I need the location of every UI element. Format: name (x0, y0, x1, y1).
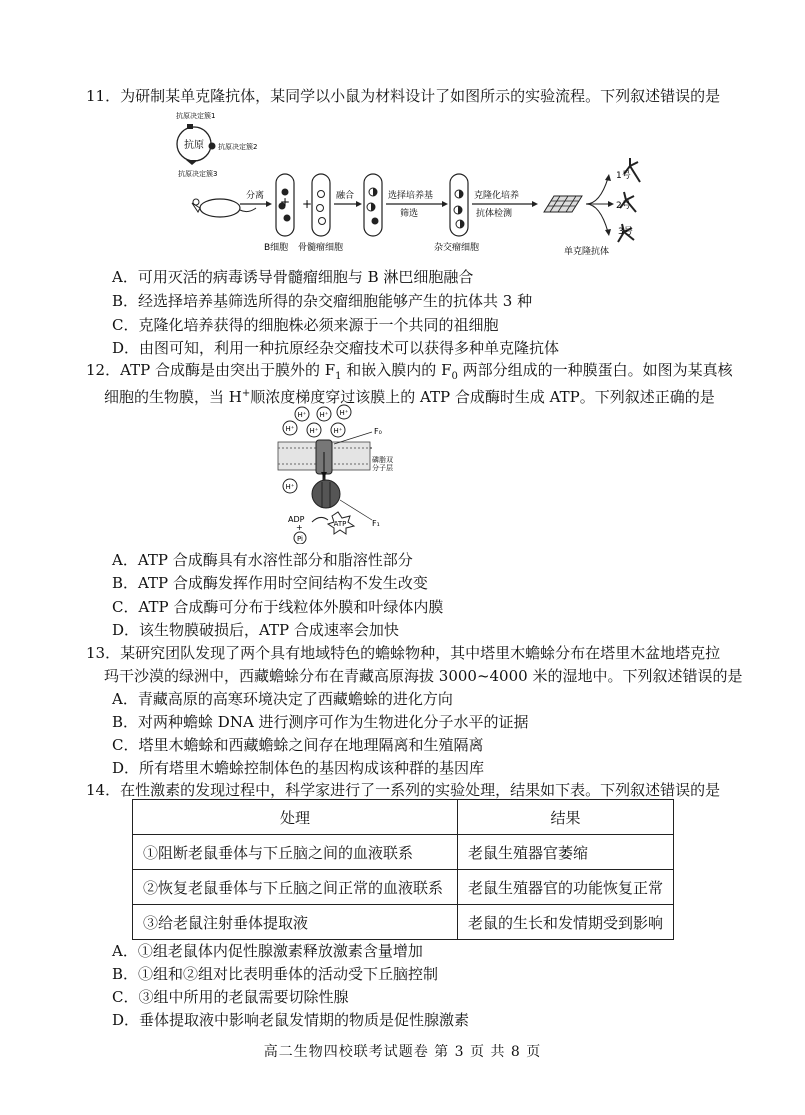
q13-stem-line1: 13．某研究团队发现了两个具有地域特色的蟾蜍物种，其中塔里木蟾蜍分布在塔里木盆地塔克拉 (86, 644, 721, 662)
no3-label: 3号 (618, 227, 633, 237)
atp-synthase-figure (268, 404, 418, 544)
step-clone-label: 克隆化培养 (474, 191, 520, 201)
q12-option-d: D．该生物膜破损后，ATP 合成速率会加快 (112, 621, 399, 639)
q12-stem-line1: 12．ATP 合成酶是由突出于膜外的 $F_1$ 和嵌入膜内的 $F_0$ 两部分组成的一种膜蛋白。如图为某真核 (86, 361, 733, 382)
q12-stem-line2: 细胞的生物膜，当 H+顺浓度梯度穿过该膜上的 ATP 合成酶时生成 ATP。下列叙述正确的是 (104, 388, 715, 406)
step-fuse-label: 融合 (336, 191, 355, 201)
svg-text:H⁺: H⁺ (285, 425, 295, 433)
svg-text:+: + (302, 197, 313, 211)
table-cell: ②恢复老鼠垂体与下丘脑之间正常的血液联系 (133, 870, 458, 905)
q14-stem: 14．在性激素的发现过程中，科学家进行了一系列的实验处理，结果如下表。下列叙述错误的是 (86, 781, 721, 799)
page-footer: 高二生物四校联考试题卷 第 3 页 共 8 页 (263, 1044, 542, 1060)
svg-text:+: + (296, 523, 303, 532)
step-detect-label: 抗体检测 (476, 209, 513, 219)
q13-option-b: B．对两种蟾蜍 DNA 进行测序可作为生物进化分子水平的证据 (112, 713, 529, 731)
table-row (133, 905, 674, 940)
table-cell: 老鼠生殖器官的功能恢复正常 (457, 870, 673, 905)
table-header-cell: 结果 (457, 800, 673, 835)
q13-option-c: C．塔里木蟾蜍和西藏蟾蜍之间存在地理隔离和生殖隔离 (112, 736, 484, 754)
q14-option-a: A．①组老鼠体内促性腺激素释放激素含量增加 (112, 942, 423, 960)
determinant-2-label: 抗原决定簇2 (218, 143, 258, 151)
step-screen-label: 筛选 (400, 209, 419, 219)
svg-text:+: + (279, 195, 291, 209)
table-row (133, 835, 674, 870)
svg-text:H⁺: H⁺ (297, 411, 307, 419)
svg-text:Pi: Pi (296, 535, 304, 543)
q11-stem: 11．为研制某单克隆抗体，某同学以小鼠为材料设计了如图所示的实验流程。下列叙述错误的是 (86, 87, 721, 105)
q12-option-c: C．ATP 合成酶可分布于线粒体外膜和叶绿体内膜 (112, 598, 444, 616)
svg-text:H⁺: H⁺ (309, 427, 319, 435)
culture-plate-icon (544, 196, 582, 212)
q11-option-b: B．经选择培养基筛选所得的杂交瘤细胞能够产生的抗体共 3 种 (112, 292, 533, 310)
q11-option-d: D．由图可知，利用一种抗原经杂交瘤技术可以获得多种单克隆抗体 (112, 339, 560, 357)
svg-text:ATP: ATP (333, 520, 347, 528)
svg-text:H⁺: H⁺ (319, 411, 329, 419)
determinant-3-label: 抗原决定簇3 (178, 170, 218, 178)
q13-option-a: A．青藏高原的高寒环境决定了西藏蟾蜍的进化方向 (112, 690, 453, 708)
svg-text:分子层: 分子层 (372, 464, 393, 472)
b-cell-label: B细胞 (264, 243, 289, 253)
mab-label: 单克隆抗体 (564, 247, 610, 257)
q12-option-b: B．ATP 合成酶发挥作用时空间结构不发生改变 (112, 574, 428, 592)
q12-option-a: A．ATP 合成酶具有水溶性部分和脂溶性部分 (112, 551, 413, 569)
q14-option-b: B．①组和②组对比表明垂体的活动受下丘脑控制 (112, 965, 439, 983)
determinant-1-label: 抗原决定簇1 (176, 112, 216, 120)
mouse-icon (192, 199, 256, 217)
svg-text:F₀: F₀ (374, 427, 382, 436)
svg-text:H⁺: H⁺ (339, 409, 349, 417)
svg-text:ADP: ADP (288, 515, 305, 524)
table-cell: ①阻断老鼠垂体与下丘脑之间的血液联系 (133, 835, 458, 870)
svg-text:H⁺: H⁺ (285, 483, 295, 491)
no1-label: 1号 (616, 171, 631, 181)
table-cell: 老鼠生殖器官萎缩 (457, 835, 673, 870)
svg-text:磷脂双: 磷脂双 (372, 456, 393, 464)
myeloma-label: 骨髓瘤细胞 (298, 243, 344, 253)
q11-option-c: C．克隆化培养获得的细胞株必须来源于一个共同的祖细胞 (112, 316, 499, 334)
table-header-cell: 处理 (133, 800, 458, 835)
step-select-label: 选择培养基 (388, 191, 434, 201)
antigen-label: 抗原 (184, 140, 204, 151)
q13-stem-line2: 玛干沙漠的绿洲中，西藏蟾蜍分布在青藏高原海拔 3000~4000 米的湿地中。下列叙述错误的是 (104, 667, 743, 685)
table-cell: 老鼠的生长和发情期受到影响 (457, 905, 673, 940)
q13-option-d: D．所有塔里木蟾蜍控制体色的基因构成该种群的基因库 (112, 759, 485, 777)
table-cell: ③给老鼠注射垂体提取液 (133, 905, 458, 940)
q14-table (132, 799, 674, 940)
step-separate-label: 分离 (246, 191, 265, 201)
hybridoma-label: 杂交瘤细胞 (434, 243, 480, 253)
q11-option-a: A．可用灭活的病毒诱导骨髓瘤细胞与 B 淋巴细胞融合 (112, 268, 474, 286)
table-row (133, 870, 674, 905)
hybridoma-process-figure (168, 108, 748, 260)
svg-text:H⁺: H⁺ (333, 427, 343, 435)
no2-label: 2号 (616, 201, 631, 211)
q14-option-c: C．③组中所用的老鼠需要切除性腺 (112, 988, 349, 1006)
q14-option-d: D．垂体提取液中影响老鼠发情期的物质是促性腺激素 (112, 1011, 470, 1029)
table-header-row (133, 800, 674, 835)
svg-text:F₁: F₁ (372, 519, 380, 528)
